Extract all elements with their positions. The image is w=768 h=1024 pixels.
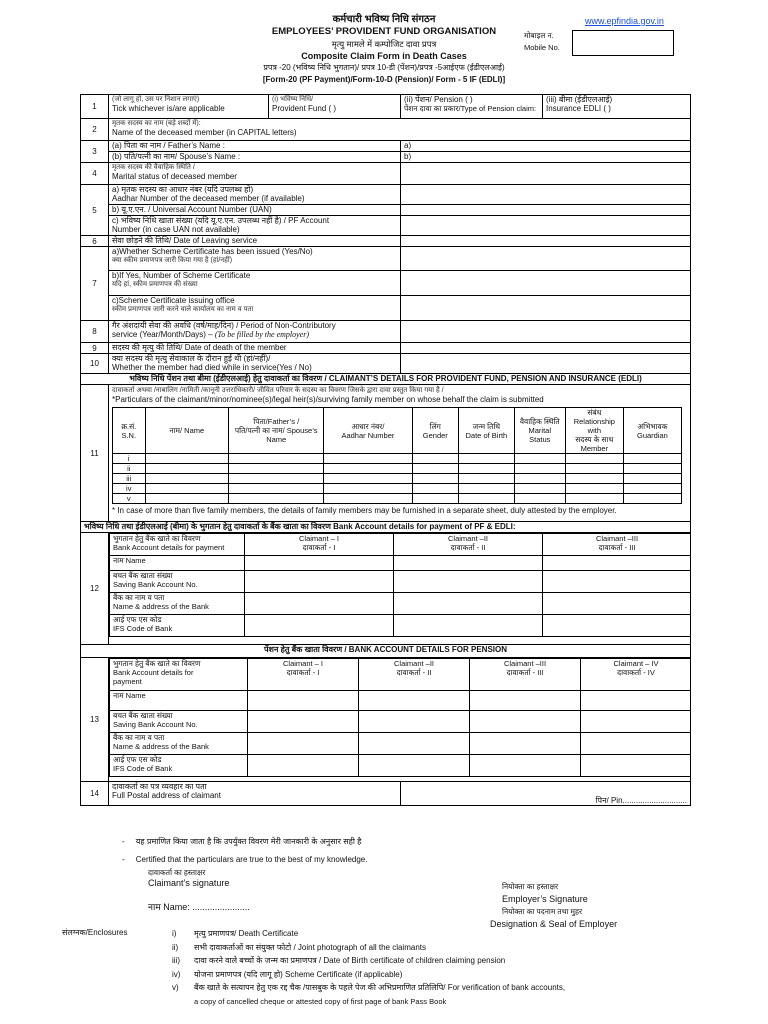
scheme-office-label: c)Scheme Certificate issuing office	[112, 296, 235, 305]
row-number: 8	[81, 321, 109, 343]
guardian-header: Guardian	[637, 430, 668, 440]
edli-option: Insurance EDLI ( )	[546, 104, 611, 113]
row-number: 11	[81, 385, 109, 522]
pf-name-1[interactable]	[245, 556, 394, 571]
pension-bank-table	[109, 658, 691, 777]
pf-account-1[interactable]	[245, 571, 394, 593]
cert-hindi-text: यह प्रमाणित किया जाता है कि उपर्युक्त विवरण मेरी जानकारी के अनुसार सही है	[135, 837, 362, 846]
claimant-1-label-hindi: दावाकर्ता - I	[286, 668, 320, 677]
row-5b	[81, 205, 691, 216]
pension-option: (ii) पेंशन/ Pension ( )	[404, 95, 473, 104]
row-14	[81, 782, 691, 806]
row-9	[81, 343, 691, 354]
ifsc-row-label: IFS Code of Bank	[113, 624, 173, 633]
pf-bank-2[interactable]	[394, 593, 543, 615]
row-10	[81, 354, 691, 374]
aadhar-field[interactable]	[401, 185, 691, 205]
claimant-1-label: Claimant – I	[282, 659, 324, 668]
pf-account-2[interactable]	[394, 571, 543, 593]
bank-row-label-hindi: बैंक का नाम व पता	[113, 733, 165, 742]
noncontrib-label: service (Year/Month/Days) –	[112, 330, 213, 339]
name-header: Name	[184, 426, 205, 435]
pension-account-3[interactable]	[470, 711, 581, 733]
pension-section-title: पेंशन हेतु बैंक खाता विवरण / BANK ACCOUNT DETAILS FOR PENSION	[81, 645, 691, 658]
row-number: 14	[81, 782, 109, 806]
father-name-label: (a) पिता का नाम / Father’s Name :	[109, 141, 401, 152]
employer-sig-hindi: नियोक्ता का हस्ताक्षर	[502, 882, 559, 891]
bank-row-label-hindi: बैंक का नाम व पता	[113, 593, 165, 602]
died-in-service-label: Whether the member had died while in service(Yes / No)	[112, 363, 312, 372]
name-row-label: नाम Name	[110, 691, 248, 711]
address-field[interactable]	[401, 782, 691, 806]
serial-number: iii	[113, 474, 146, 484]
pf-bank-table	[109, 533, 691, 637]
seal-label-hindi: नियोक्ता का पदनाम तथा मुहर	[502, 907, 583, 916]
row-number: 13	[81, 658, 109, 782]
pension-ifsc-3[interactable]	[470, 755, 581, 777]
org-name-hindi: कर्मचारी भविष्य निधि संगठन	[332, 14, 436, 25]
claimant-row[interactable]	[113, 494, 682, 504]
pension-ifsc-4[interactable]	[581, 755, 691, 777]
claimant-3-label-hindi: दावाकर्ता - III	[598, 543, 636, 552]
claimant-header-row	[113, 408, 682, 454]
claimant-name-field[interactable]: नाम Name: .......................	[148, 902, 250, 912]
sn-header-hindi: क्र.सं.	[121, 421, 137, 431]
form-title: Composite Claim Form in Death Cases	[301, 51, 467, 61]
claim-form-table	[80, 94, 691, 806]
noncontrib-field[interactable]	[401, 321, 691, 343]
scheme-office-label-hindi: स्कीम प्रमाणपत्र जारी करने वाले कार्यालय का नाम व पता	[112, 306, 254, 313]
claimant-2-label-hindi: दावाकर्ता - II	[450, 543, 486, 552]
marital-label-hindi: मृतक सदस्य की वैवाहिक स्थिति /	[112, 164, 195, 171]
pf-checkbox[interactable]	[269, 95, 401, 119]
row-number: 1	[81, 95, 109, 119]
tick-label: Tick whichever is/are applicable	[112, 104, 225, 113]
certification: - Certified that the particulars are true to the best of my knowledge.	[122, 855, 368, 864]
signature-label: Claimant’s signature	[148, 878, 230, 888]
deceased-name-label-hindi: मृतक सदस्य का नाम (बड़े शब्दों में):	[112, 120, 201, 127]
deceased-name-label: Name of the deceased member (in CAPITAL letters)	[112, 128, 297, 137]
aadhar-label: Aadhar Number of the deceased member (if available)	[112, 194, 305, 203]
website-link[interactable]: www.epfindia.gov.in	[585, 16, 664, 26]
leaving-date-field[interactable]	[401, 236, 691, 247]
marital-label: Marital status of deceased member	[112, 172, 237, 181]
claimant-row[interactable]	[113, 454, 682, 464]
pf-name-3[interactable]	[543, 556, 691, 571]
enclosure-item	[172, 941, 565, 955]
family-members-note: * In case of more than five family members, the details of family members may be furnished in a separate sheet, duly attested by the employer.	[112, 506, 617, 515]
aadhar-header: Aadhar Number	[341, 430, 395, 440]
edli-checkbox[interactable]	[543, 95, 691, 119]
enclosure-text: योजना प्रमाणपत्र (यदि लागू हो) Scheme Certificate (if applicable)	[194, 969, 403, 979]
account-row-label-hindi: बचत बैंक खाता संख्या	[113, 711, 173, 720]
row-4	[81, 163, 691, 185]
aadhar-label-hindi: a) मृतक सदस्य का आधार नंबर (यदि उपलब्ध हो)	[112, 185, 254, 194]
pf-ifsc-3[interactable]	[543, 615, 691, 637]
pension-checkbox[interactable]	[401, 95, 543, 119]
enclosure-item	[172, 981, 565, 995]
row-number: 3	[81, 141, 109, 163]
sn-header: S.N.	[121, 430, 137, 440]
scheme-number-field[interactable]	[401, 271, 691, 296]
row-number: 4	[81, 163, 109, 185]
father-header: पिता/Father’s /	[253, 417, 300, 426]
pension-name-2[interactable]	[359, 691, 470, 711]
employer-note: (To be filled by the employer)	[214, 330, 309, 339]
pension-bank-3[interactable]	[470, 733, 581, 755]
address-label-hindi: दावाकर्ता का पत्र व्यवहार का पता	[112, 782, 207, 791]
spouse-name-field[interactable]: b)	[401, 152, 691, 163]
enclosure-num: ii)	[172, 942, 179, 952]
account-row-label: Saving Bank Account No.	[113, 580, 198, 589]
account-row-label-hindi: बचत बैंक खाता संख्या	[113, 571, 173, 580]
pf-name-2[interactable]	[394, 556, 543, 571]
row-7c	[81, 296, 691, 321]
enclosure-item	[172, 968, 565, 982]
claimant-signature-block	[148, 867, 229, 889]
spouse-header: पति/पत्नी का नाम/ Spouse’s Name	[234, 426, 318, 444]
gender-header-hindi: लिंग	[429, 421, 441, 431]
claimant-4-label-hindi: दावाकर्ता - IV	[617, 668, 655, 677]
aadhar-header-hindi: आधार नंबर/	[351, 421, 385, 431]
pension-name-3[interactable]	[470, 691, 581, 711]
enclosure-continuation: a copy of cancelled cheque or attested copy of first page of bank Pass Book	[194, 996, 447, 1006]
row-3b	[81, 152, 691, 163]
member-header: सदस्य के साथ Member	[575, 435, 614, 453]
row-12	[81, 533, 691, 645]
pf-bank-1[interactable]	[245, 593, 394, 615]
uan-label: b) यू.ए.एन. / Universal Account Number (UAN)	[109, 205, 401, 216]
gender-header: Gender	[422, 430, 448, 440]
serial-number: iv	[113, 484, 146, 494]
noncontrib-label-hindi: गैर अंशदायी सेवा की अवधि (वर्ष/माह/दिन) / Period of Non-Contributory	[112, 321, 336, 330]
scheme-issued-field[interactable]	[401, 247, 691, 271]
pension-name-4[interactable]	[581, 691, 691, 711]
pension-bank-4[interactable]	[581, 733, 691, 755]
account-row-label: Saving Bank Account No.	[113, 720, 198, 729]
guardian-header-hindi: अभिभावक	[637, 421, 668, 431]
row-1	[81, 95, 691, 119]
section-pension-header	[81, 645, 691, 658]
enclosure-num: v)	[172, 983, 179, 992]
serial-number: ii	[113, 464, 146, 474]
deceased-name-field[interactable]	[109, 119, 691, 141]
scheme-number-label: b)If Yes, Number of Scheme Certificate	[112, 271, 251, 280]
serial-number: v	[113, 494, 146, 504]
claimant-2-label: Claimant –II	[447, 534, 489, 543]
cert-text: Certified that the particulars are true to the best of my knowledge.	[135, 855, 368, 864]
mobile-label-en: Mobile No.	[524, 43, 560, 52]
pension-bank-head: Bank Account details for	[113, 668, 194, 677]
claimant-2-label-hindi: दावाकर्ता - II	[396, 668, 432, 677]
claimant-1-label-hindi: दावाकर्ता - I	[302, 543, 336, 552]
bank-head-hindi: भुगतान हेतु बैंक खाते का विवरण	[113, 534, 201, 543]
claimant-row[interactable]	[113, 464, 682, 474]
marital-header: Marital Status	[528, 426, 552, 444]
pension-bank-1[interactable]	[248, 733, 359, 755]
pf-option: Provident Fund ( )	[272, 104, 337, 113]
enclosures-label: संलग्नक/Enclosures	[62, 928, 128, 937]
pf-bank-3[interactable]	[543, 593, 691, 615]
row-11	[81, 385, 691, 522]
claimant-row[interactable]	[113, 484, 682, 494]
form-numbers-hindi: प्रपत्र -20 (भविष्य निधि भुगतान)/ प्रपत्र 10-डी (पेंशन)/प्रपत्र -5आईएफ (ईडीएलआई)	[263, 63, 505, 72]
tick-label-hindi: (जो लागू हो, उस पर निशान लगाएं)	[112, 96, 200, 103]
scheme-office-field[interactable]	[401, 296, 691, 321]
pin-field[interactable]: पिन/ Pin.............................	[595, 796, 687, 805]
claimant-4-label: Claimant – IV	[613, 659, 659, 668]
row-2	[81, 119, 691, 141]
row-7b	[81, 271, 691, 296]
mobile-input[interactable]	[572, 30, 674, 56]
bank-head: Bank Account details for payment	[113, 543, 225, 552]
row-13	[81, 658, 691, 782]
certification-hindi: - यह प्रमाणित किया जाता है कि उपर्युक्त विवरण मेरी जानकारी के अनुसार सही है	[122, 837, 362, 846]
pension-bank-2[interactable]	[359, 733, 470, 755]
row-5a	[81, 185, 691, 205]
pension-bank-head-hindi: भुगतान हेतु बैंक खाते का विवरण	[113, 659, 201, 668]
marital-status-field[interactable]	[401, 163, 691, 185]
serial-number: i	[113, 454, 146, 464]
mobile-label	[524, 30, 560, 54]
pf-account-3[interactable]	[543, 571, 691, 593]
bank-row-label: Name & address of the Bank	[113, 602, 209, 611]
edli-option-hindi: (iii) बीमा (ईडीएलआई)	[546, 95, 613, 104]
claimant-3-label: Claimant –III	[595, 534, 639, 543]
row-7a	[81, 247, 691, 271]
scheme-issued-label: a)Whether Scheme Certificate has been issued (Yes/No)	[112, 247, 313, 256]
ifsc-row-label: IFS Code of Bank	[113, 764, 173, 773]
spouse-name-label: (b) पति/पत्नी का नाम/ Spouse’s Name :	[109, 152, 401, 163]
claimant-intro-hindi: दावाकर्ता अथवा /नाबालिग /नामिती /कानूनी उत्तराधिकारी/ जीवित परिवार के सदस्य का विवरण जिसके द्वारा दावा प्रस्तुत किया गया है /	[112, 387, 444, 394]
pension-bank-head-2: payment	[113, 677, 142, 686]
pension-ifsc-2[interactable]	[359, 755, 470, 777]
row-5c	[81, 216, 691, 236]
bank-row-label: Name & address of the Bank	[113, 742, 209, 751]
bank-section-title: भविष्य निधि तथा ईडीएलआई (बीमा) के भुगतान हेतु दावाकर्ता के बैंक खाता का विवरण Bank Account details for payment of PF & EDLI:	[81, 522, 691, 533]
claimant-intro: *Particulars of the claimant/minor/nominee(s)/legal heir(s)/surviving family member on whose behalf the claim is submitted	[112, 395, 544, 404]
form-numbers: [Form-20 (PF Payment)/Form-10-D (Pension)/ Form - 5 IF (EDLI)]	[262, 75, 506, 84]
claimant-1-label: Claimant – I	[298, 534, 340, 543]
name-row-label: नाम Name	[110, 556, 245, 571]
pf-ifsc-2[interactable]	[394, 615, 543, 637]
pf-account-label-2: Number (in case UAN not available)	[112, 225, 240, 234]
enclosures-list	[172, 927, 565, 1008]
section-bank-header	[81, 522, 691, 533]
enclosure-item	[172, 954, 565, 968]
relationship-header: संबंध Relationship with	[573, 408, 615, 435]
address-label: Full Postal address of claimant	[112, 791, 221, 800]
row-8	[81, 321, 691, 343]
enclosure-text: मृत्यु प्रमाणपत्र/ Death Certificate	[194, 929, 299, 938]
enclosure-num: iv)	[172, 969, 181, 979]
ifsc-row-label-hindi: आई एफ एस कोड	[113, 615, 162, 624]
enclosure-num: i)	[172, 929, 177, 938]
father-name-field[interactable]: a)	[401, 141, 691, 152]
pension-account-1[interactable]	[248, 711, 359, 733]
pension-account-4[interactable]	[581, 711, 691, 733]
row-number: 6	[81, 236, 109, 247]
form-title-hindi: मृत्यु मामले में कम्पोजिट दावा प्रपत्र	[331, 39, 437, 49]
enclosure-text: बैंक खाते के सत्यापन हेतु एक रद्द चैक /पासबुक के पहले पेज की अभिप्रमाणित प्रतिलिपि/ For verification of bank accounts,	[194, 983, 566, 992]
mobile-label-hindi: मोबाइल न.	[524, 31, 554, 40]
enclosure-text: सभी दावाकर्ताओं का संयुक्त फोटो / Joint photograph of all the claimants	[194, 942, 426, 952]
pension-type-label: पेंशन दावा का प्रकार/Type of Pension claim:	[404, 104, 537, 113]
pf-option-hindi: (i) भविष्य निधि/	[272, 96, 314, 103]
claimant-3-label-hindi: दावाकर्ता - III	[506, 668, 544, 677]
claimant-section-title: भविष्य निधि पेंशन तथा बीमा (ईडीएलआई) हेतु दावाकर्ता का विवरण / CLAIMANT’S DETAILS FOR PROVIDENT FUND, PENSION AND INSURANCE (EDLI)	[81, 374, 691, 385]
died-in-service-field[interactable]	[401, 354, 691, 374]
employer-sig: Employer’s Signature	[502, 894, 588, 904]
row-number: 2	[81, 119, 109, 141]
section-claimant-header	[81, 374, 691, 385]
scheme-issued-label-hindi: क्या स्कीम प्रमाणपत्र जारी किया गया है (हां/नहीं)	[112, 257, 233, 264]
employer-signature-block	[490, 880, 629, 930]
dob-header: Date of Birth	[465, 430, 508, 440]
row-number: 5	[81, 185, 109, 236]
name-header-hindi: नाम/	[169, 426, 183, 435]
pf-ifsc-1[interactable]	[245, 615, 394, 637]
death-date-field[interactable]	[401, 343, 691, 354]
death-date-label: सदस्य की मृत्यु की तिथि/ Date of death of the member	[109, 343, 401, 354]
pension-account-2[interactable]	[359, 711, 470, 733]
claimant-2-label: Claimant –II	[393, 659, 435, 668]
enclosure-item	[172, 927, 565, 941]
row-number: 12	[81, 533, 109, 645]
scheme-number-label-hindi: यदि हां, स्कीम प्रमाणपत्र की संख्या	[112, 281, 198, 288]
row-number: 9	[81, 343, 109, 354]
pf-account-field[interactable]	[401, 216, 691, 236]
row-number: 7	[81, 247, 109, 321]
org-name: EMPLOYEES’ PROVIDENT FUND ORGANISATION	[271, 26, 497, 37]
enclosure-num: iii)	[172, 956, 180, 965]
row-3a	[81, 141, 691, 152]
dob-header-hindi: जन्म तिथि	[472, 421, 501, 431]
pf-account-label: c) भविष्य निधि खाता संख्या (यदि यू.ए.एन. उपलब्ध नहीं है) / PF Account	[112, 216, 330, 225]
marital-header-hindi: वैवाहिक स्थिति	[519, 417, 560, 426]
leaving-date-label: सेवा छोड़ने की तिथि/ Date of Leaving service	[109, 236, 401, 247]
ifsc-row-label-hindi: आई एफ एस कोड	[113, 755, 162, 764]
uan-field[interactable]	[401, 205, 691, 216]
claimant-table	[112, 407, 682, 504]
row-6	[81, 236, 691, 247]
pension-ifsc-1[interactable]	[248, 755, 359, 777]
signature-label-hindi: दावाकर्ता का हस्ताक्षर	[148, 868, 206, 877]
enclosure-text: दावा करने वाले बच्चों के जन्म का प्रमाणपत्र / Date of Birth certificate of children claiming pension	[194, 956, 506, 965]
seal-label: Designation & Seal of Employer	[490, 919, 618, 929]
row-number: 10	[81, 354, 109, 374]
pension-name-1[interactable]	[248, 691, 359, 711]
claimant-3-label: Claimant –III	[503, 659, 547, 668]
claimant-row[interactable]	[113, 474, 682, 484]
died-in-service-label-hindi: क्या सदस्य की मृत्यु सेवाकाल के दौरान हुई थी (हां/नहीं)/	[112, 354, 271, 363]
